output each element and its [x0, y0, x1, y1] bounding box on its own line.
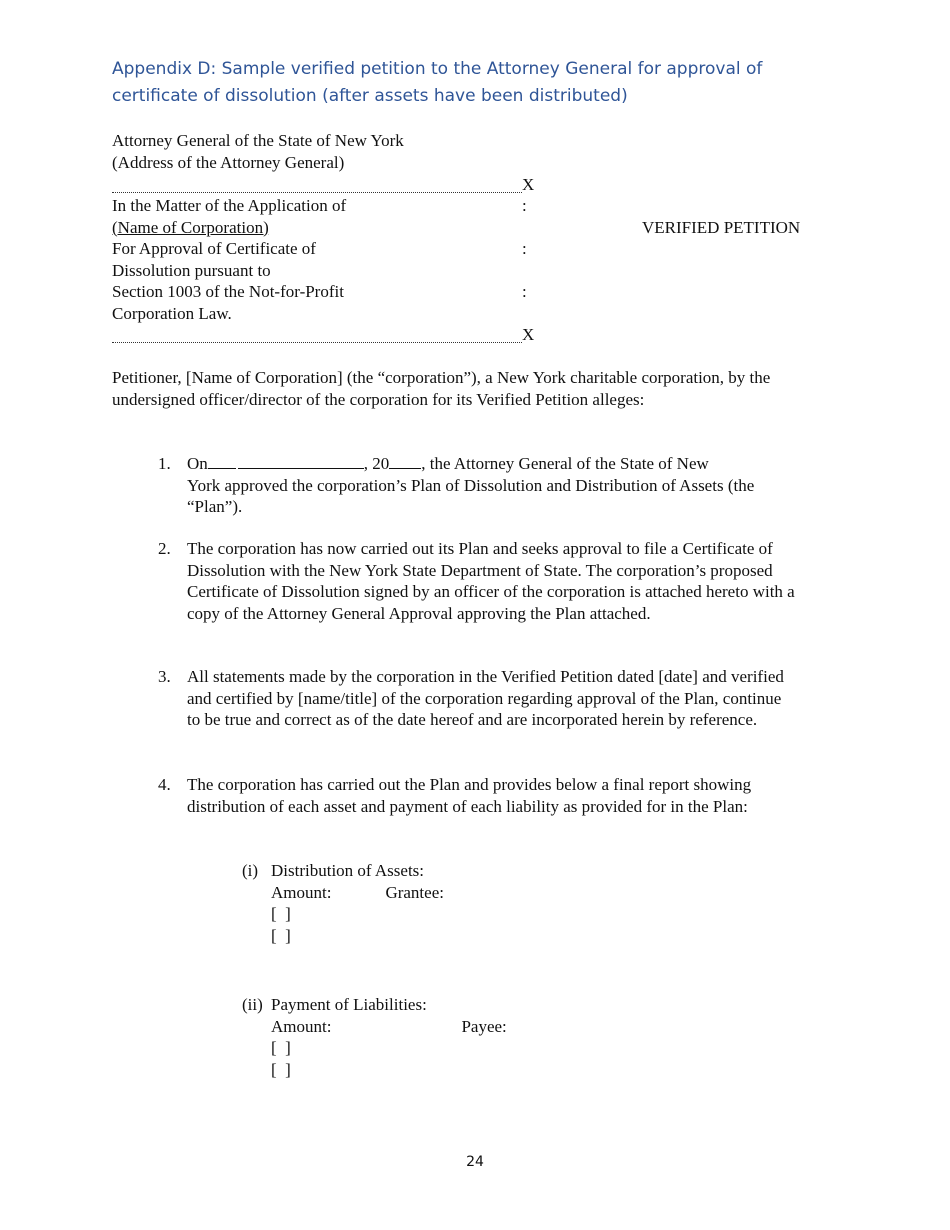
- verified-petition-title: VERIFIED PETITION: [642, 218, 801, 237]
- item-2-text: The corporation has now carried out its Plan and seeks approval to file a Certificate of Dissolution with the New York State Department of State. The corporation’s proposed Certificate of Dissolution signed by an officer of the corporation is attached hereto with a copy of the Attorney General Approval approving the Plan attached.: [187, 539, 795, 623]
- appendix-heading: Appendix D: Sample verified petition to the Attorney General for approval of certificate of dissolution (after assets have been distributed): [112, 59, 763, 106]
- caption-x-top: X: [522, 175, 535, 194]
- liabilities-entry-1: [ ]: [271, 1038, 291, 1057]
- caption-line-1: In the Matter of the Application of: [112, 196, 347, 215]
- assets-title: Distribution of Assets:: [271, 861, 425, 880]
- intro-paragraph: Petitioner, [Name of Corporation] (the “corporation”), a New York charitable corporation, by the undersigned officer/director of the corporation for its Verified Petition alleges:: [112, 368, 771, 409]
- address-line-2: (Address of the Attorney General): [112, 152, 345, 172]
- numbered-item-3: [158, 666, 798, 731]
- item-1-text-rest: York approved the corporation’s Plan of Dissolution and Distribution of Assets (the “Plan”).: [187, 475, 755, 516]
- item-1-text-first: , the Attorney General of the State of New: [421, 454, 709, 473]
- caption-left-column: [112, 195, 346, 324]
- caption-line-4: Dissolution pursuant to: [112, 260, 271, 280]
- liabilities-entry-2: [ ]: [271, 1059, 291, 1079]
- page-number: 24: [466, 1154, 484, 1170]
- liabilities-amount-label: Amount:: [271, 1016, 332, 1036]
- item-number: 1.: [158, 454, 171, 473]
- corporation-name-placeholder: (Name of Corporation): [112, 217, 269, 237]
- numbered-item-1: [158, 453, 798, 518]
- caption-colon-1: :: [522, 196, 527, 215]
- caption-bottom-rule: [112, 342, 522, 343]
- assets-amount-label: Amount:: [271, 882, 332, 902]
- caption-top-rule: [112, 192, 522, 193]
- liabilities-roman: (ii): [242, 995, 263, 1014]
- liabilities-payee-label: Payee:: [461, 1016, 507, 1036]
- assets-roman: (i): [242, 861, 259, 880]
- address-block: [112, 130, 404, 173]
- item-number: 2.: [158, 539, 171, 558]
- caption-line-3: For Approval of Certificate of: [112, 239, 316, 258]
- assets-section: [242, 860, 444, 946]
- item-4-text: The corporation has carried out the Plan and provides below a final report showing distribution of each asset and payment of each liability as provided for in the Plan:: [187, 775, 752, 816]
- caption-colon-3: :: [522, 282, 527, 301]
- assets-entry-1: [ ]: [271, 904, 291, 923]
- day-blank: [208, 453, 236, 469]
- caption-x-bottom: X: [522, 325, 535, 344]
- address-line-1: Attorney General of the State of New York: [112, 131, 404, 150]
- assets-grantee-label: Grantee:: [385, 882, 444, 902]
- numbered-item-4: [158, 774, 798, 817]
- item-3-text: All statements made by the corporation in the Verified Petition dated [date] and verified and certified by [name/title] of the corporation regarding approval of the Plan, continue to be true and correct as of the date hereof and are incorporated herein by reference.: [187, 667, 784, 729]
- item-1-comma-year: , 20: [363, 454, 390, 473]
- item-number: 4.: [158, 775, 171, 794]
- caption-colon-2: :: [522, 239, 527, 258]
- liabilities-title: Payment of Liabilities:: [271, 995, 427, 1014]
- item-1-on: On: [187, 454, 208, 473]
- month-blank: [238, 453, 364, 469]
- liabilities-section: [242, 994, 507, 1080]
- year-blank: [389, 453, 421, 469]
- assets-entry-2: [ ]: [271, 925, 291, 945]
- caption-line-6: Corporation Law.: [112, 303, 232, 323]
- item-number: 3.: [158, 667, 171, 686]
- numbered-item-2: [158, 538, 798, 624]
- caption-line-5: Section 1003 of the Not-for-Profit: [112, 282, 344, 301]
